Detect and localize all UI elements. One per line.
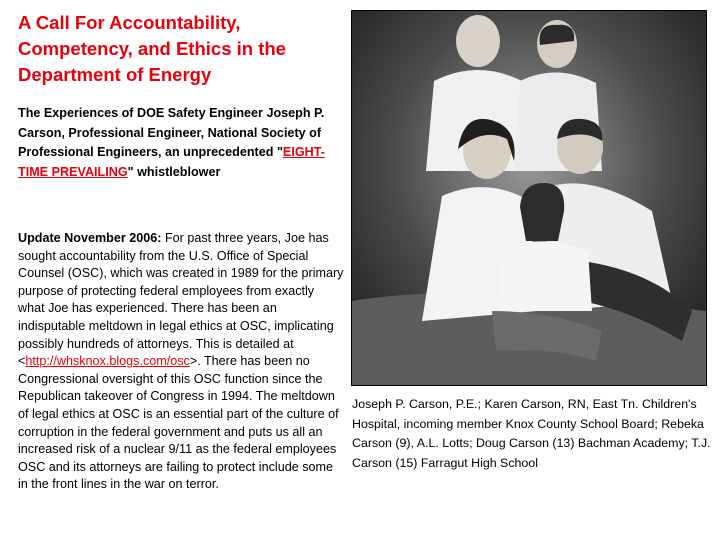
page-subtitle	[18, 104, 344, 182]
update-text-part-1: For past three years, Joe has sought accountability from the U.S. Office of Special Counsel (OSC), which was created in 1989 for the primary purpose of protecting federal employees from exactly what Joe has experienced. There has been an indisputable meltdown in legal ethics at OSC, implicating possibly hundreds of attorneys. This is detailed at <	[18, 231, 344, 369]
subtitle-prefix: The Experiences of DOE Safety Engineer Joseph P. Carson, Professional Engineer, National Society of Professional Engineers, an unprecedented "	[18, 106, 325, 159]
subtitle-suffix: " whistleblower	[127, 164, 221, 179]
family-photo	[351, 10, 707, 386]
article-header	[18, 10, 344, 182]
page-title: A Call For Accountability, Competency, and Ethics in the Department of Energy	[18, 12, 286, 85]
family-photo-illustration	[352, 11, 706, 385]
update-paragraph	[18, 230, 344, 494]
osc-blog-link[interactable]: http://whsknox.blogs.com/osc	[25, 354, 190, 369]
photo-caption: Joseph P. Carson, P.E.; Karen Carson, RN, East Tn. Children's Hospital, incoming member Knox County School Board; Rebeka Carson (9), A.L. Lotts; Doug Carson (13) Bachman Academy; T.J. Carson (15) Farragut High School	[352, 397, 711, 470]
update-text-part-2: >. There has been no Congressional oversight of this OSC function since the Republican takeover of Congress in 1994. The meltdown of legal ethics at OSC is an essential part of the culture of corruption in the federal government and puts us all an increased risk of a nuclear 9/11 as the federal employees OSC and its attorneys are failing to protect include some in the front lines in the war on terror.	[18, 354, 339, 492]
update-lead: Update November 2006:	[18, 231, 162, 245]
eight-time-prevailing-link[interactable]: EIGHT-TIME PREVAILING	[18, 145, 325, 179]
